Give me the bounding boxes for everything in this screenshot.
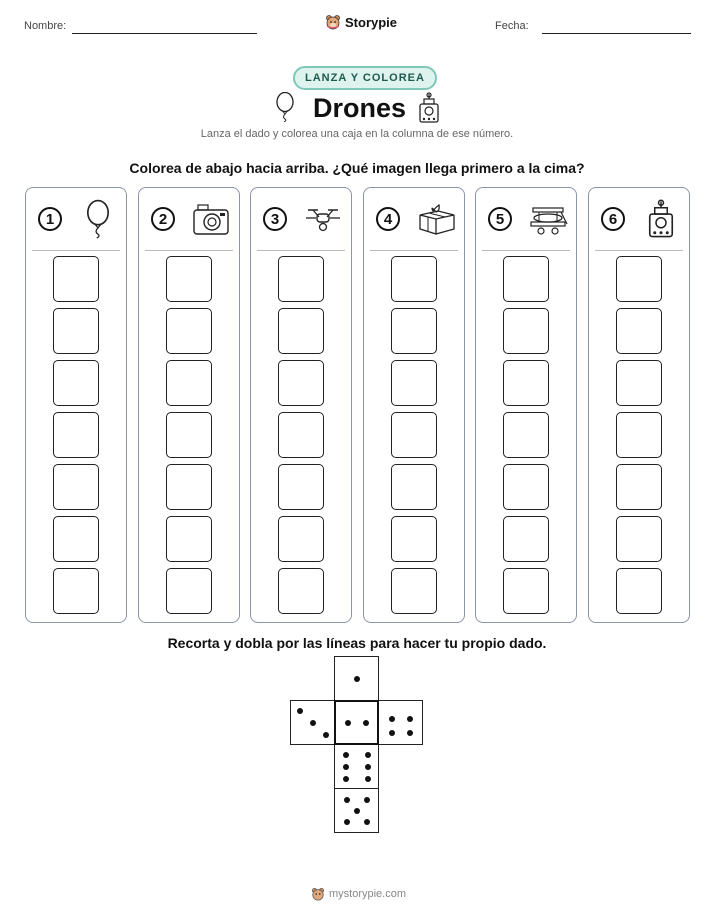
activity-badge: LANZA Y COLOREA: [293, 66, 437, 90]
color-box[interactable]: [503, 308, 549, 354]
dice-pip: [354, 808, 360, 814]
color-box[interactable]: [391, 360, 437, 406]
color-box[interactable]: [53, 412, 99, 458]
dice-pip: [365, 764, 371, 770]
footer-url: mystorypie.com: [329, 888, 407, 900]
color-box[interactable]: [391, 516, 437, 562]
dice-pip: [343, 764, 349, 770]
color-box[interactable]: [53, 568, 99, 614]
color-box[interactable]: [166, 568, 212, 614]
color-box[interactable]: [166, 308, 212, 354]
dice-pip: [354, 676, 360, 682]
column-divider: [257, 250, 345, 251]
page-title: Drones: [313, 93, 407, 123]
dice-pip: [389, 730, 395, 736]
column-divider: [145, 250, 233, 251]
color-box[interactable]: [391, 412, 437, 458]
color-box[interactable]: [616, 464, 662, 510]
column-3: [250, 187, 352, 623]
color-box[interactable]: [391, 256, 437, 302]
dice-pip: [407, 730, 413, 736]
dice-pip: [297, 708, 303, 714]
dice-pip: [407, 716, 413, 722]
dice-face-5: [334, 788, 379, 833]
color-box[interactable]: [616, 412, 662, 458]
color-box[interactable]: [503, 464, 549, 510]
dice-face-4: [378, 700, 423, 745]
column-5: [475, 187, 577, 623]
color-box[interactable]: [278, 412, 324, 458]
column-2: [138, 187, 240, 623]
camera-icon: [187, 196, 235, 242]
gift-box-icon: [412, 196, 460, 242]
bear-icon: [325, 14, 341, 30]
dice-pip: [323, 732, 329, 738]
color-box[interactable]: [53, 464, 99, 510]
column-number: 1: [38, 207, 62, 231]
column-number: 6: [601, 207, 625, 231]
brand-logo: [325, 14, 397, 30]
color-box[interactable]: [278, 308, 324, 354]
dice-pip: [389, 716, 395, 722]
color-box[interactable]: [53, 516, 99, 562]
dice-net: [290, 656, 424, 834]
dice-pip: [365, 776, 371, 782]
color-box[interactable]: [503, 412, 549, 458]
column-1: [25, 187, 127, 623]
balloon-icon: [74, 196, 122, 242]
column-number: 5: [488, 207, 512, 231]
color-box[interactable]: [53, 360, 99, 406]
column-divider: [370, 250, 458, 251]
color-box[interactable]: [278, 360, 324, 406]
drone-icon: [299, 196, 347, 242]
color-box[interactable]: [53, 308, 99, 354]
color-box[interactable]: [166, 412, 212, 458]
column-divider: [595, 250, 683, 251]
color-box[interactable]: [166, 360, 212, 406]
color-box[interactable]: [616, 360, 662, 406]
dice-pip: [343, 776, 349, 782]
bear-icon: [311, 887, 325, 901]
column-6: [588, 187, 690, 623]
color-box[interactable]: [278, 464, 324, 510]
color-box[interactable]: [53, 256, 99, 302]
column-divider: [32, 250, 120, 251]
color-box[interactable]: [616, 568, 662, 614]
color-box[interactable]: [503, 360, 549, 406]
color-box[interactable]: [278, 256, 324, 302]
color-box[interactable]: [391, 568, 437, 614]
color-box[interactable]: [391, 464, 437, 510]
dice-pip: [364, 819, 370, 825]
color-box[interactable]: [616, 256, 662, 302]
biplane-icon: [524, 196, 572, 242]
column-number: 4: [376, 207, 400, 231]
dice-center-outline: [334, 700, 379, 745]
color-box[interactable]: [166, 516, 212, 562]
footer: [311, 887, 406, 901]
color-box[interactable]: [616, 308, 662, 354]
dice-pip: [364, 797, 370, 803]
brand-name: Storypie: [345, 14, 398, 30]
dice-pip: [344, 797, 350, 803]
date-line[interactable]: [542, 33, 691, 34]
robot-icon: [637, 196, 685, 242]
color-box[interactable]: [503, 256, 549, 302]
dice-face-1: [334, 656, 379, 701]
color-box[interactable]: [166, 464, 212, 510]
game-instruction: Colorea de abajo hacia arriba. ¿Qué imagen llega primero a la cima?: [129, 160, 585, 176]
dice-instruction: Recorta y dobla por las líneas para hacer tu propio dado.: [167, 635, 547, 651]
color-box[interactable]: [503, 516, 549, 562]
dice-pip: [344, 819, 350, 825]
balloon-icon: [274, 92, 296, 122]
column-divider: [482, 250, 570, 251]
dice-face-3: [290, 700, 335, 745]
robot-icon: [417, 92, 441, 124]
column-number: 3: [263, 207, 287, 231]
color-box[interactable]: [503, 568, 549, 614]
color-box[interactable]: [278, 516, 324, 562]
dice-pip: [343, 752, 349, 758]
column-number: 2: [151, 207, 175, 231]
dice-face-6: [334, 744, 379, 789]
date-label: Fecha:: [495, 20, 529, 32]
column-4: [363, 187, 465, 623]
color-box[interactable]: [166, 256, 212, 302]
name-line[interactable]: [72, 33, 257, 34]
color-box[interactable]: [391, 308, 437, 354]
color-box[interactable]: [616, 516, 662, 562]
page-subtitle: Lanza el dado y colorea una caja en la columna de ese número.: [200, 128, 514, 140]
dice-pip: [365, 752, 371, 758]
name-label: Nombre:: [24, 20, 67, 32]
color-box[interactable]: [278, 568, 324, 614]
dice-pip: [310, 720, 316, 726]
